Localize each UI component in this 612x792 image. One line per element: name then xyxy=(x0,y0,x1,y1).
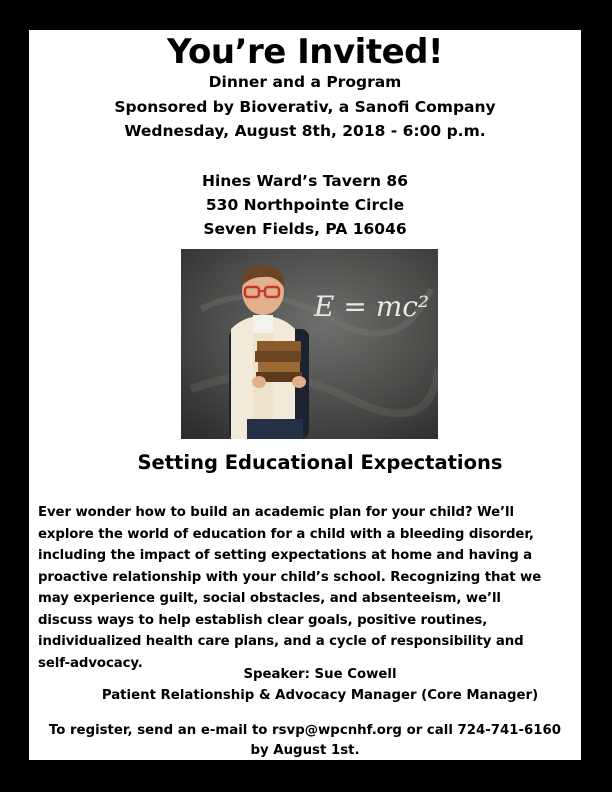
photo-boy-with-books xyxy=(181,249,438,439)
venue-name: Hines Ward’s Tavern 86 xyxy=(201,172,408,190)
chalkboard-illustration xyxy=(181,249,438,439)
speaker-name: Speaker: Sue Cowell xyxy=(243,667,397,682)
description-line: may experience guilt, social obstacles, and absenteeism, we’ll xyxy=(38,591,501,606)
description-line: Ever wonder how to build an academic plan for your child? We’ll xyxy=(38,505,514,520)
flyer-page xyxy=(29,30,581,760)
description-line: discuss ways to help establish clear goals, positive routines, xyxy=(38,612,488,628)
event-date: Wednesday, August 8th, 2018 - 6:00 p.m. xyxy=(124,122,486,140)
equation-text: E = mc² xyxy=(314,290,430,323)
description-line: explore the world of education for a child with a bleeding disorder, xyxy=(38,526,534,542)
venue-street: 530 Northpointe Circle xyxy=(205,196,405,214)
venue-city: Seven Fields, PA 16046 xyxy=(203,220,407,238)
invite-title: You’re Invited! xyxy=(167,32,443,72)
speaker-title: Patient Relationship & Advocacy Manager (Core Manager) xyxy=(101,688,539,703)
description-line: proactive relationship with your child’s school. Recognizing that we xyxy=(38,569,542,585)
event-type: Dinner and a Program xyxy=(208,73,402,91)
description-line: including the impact of setting expectations at home and having a xyxy=(38,548,533,563)
description-line: individualized health care plans, and a cycle of responsibility and xyxy=(38,634,524,649)
sponsor-line: Sponsored by Bioverativ, a Sanofi Company xyxy=(114,98,496,116)
description-line: self-advocacy. xyxy=(38,655,143,671)
register-line: To register, send an e-mail to rsvp@wpcnhf.org or call 724-741-6160 xyxy=(48,723,562,738)
program-description xyxy=(38,502,583,674)
register-deadline: by August 1st. xyxy=(250,743,360,758)
program-heading: Setting Educational Expectations xyxy=(137,451,503,474)
